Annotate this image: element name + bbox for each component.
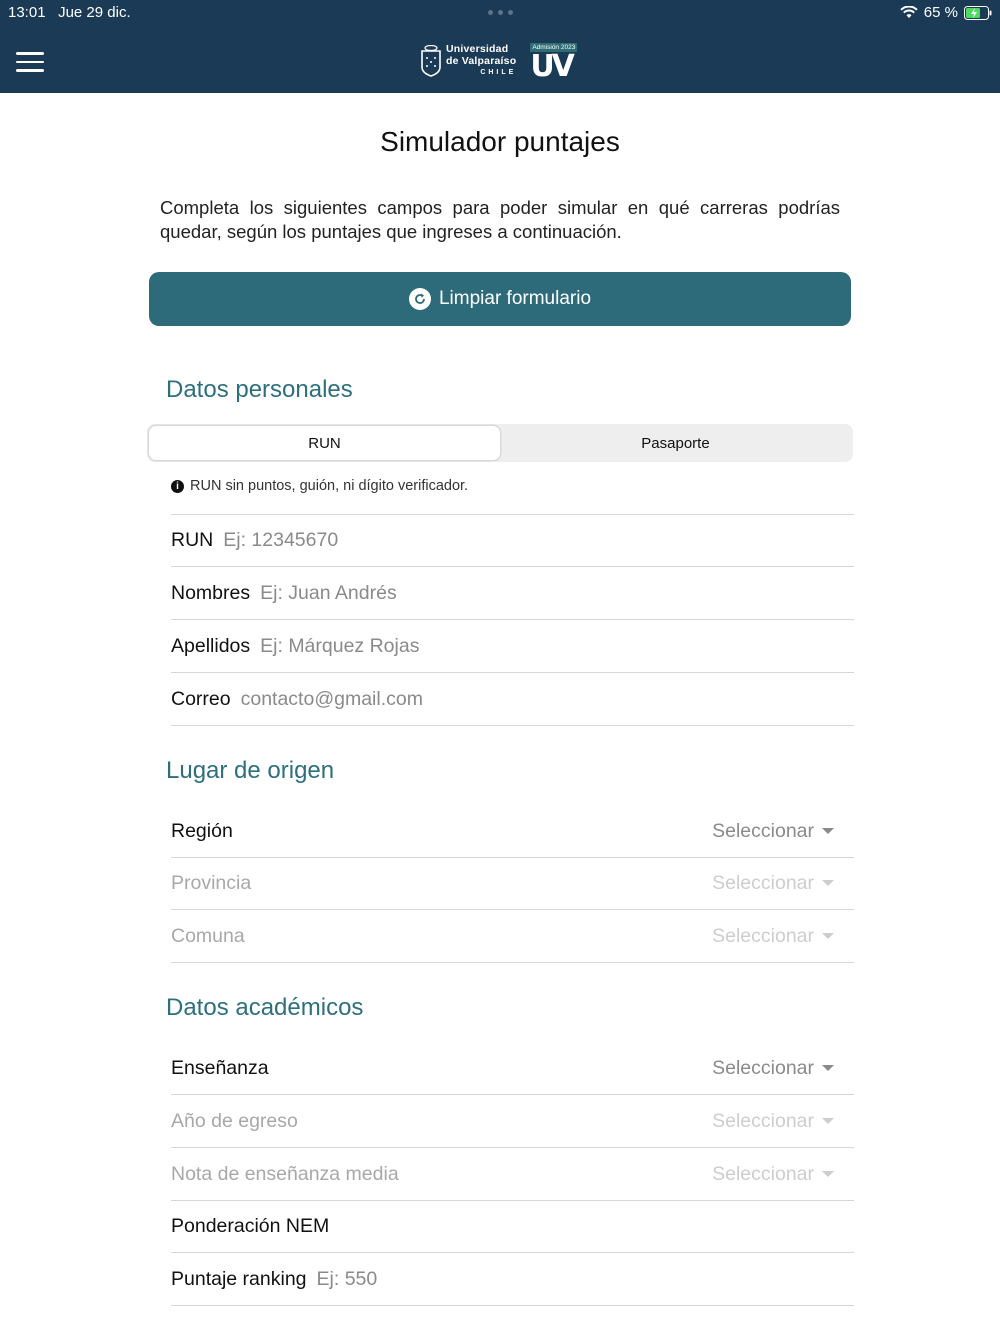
- info-icon: i: [171, 480, 184, 493]
- nem-grade-row: [171, 1148, 854, 1201]
- document-type-segmented: [147, 424, 853, 462]
- graduation-year-label: Año de egreso: [171, 1109, 298, 1132]
- email-input[interactable]: [241, 688, 854, 711]
- run-hint-text: RUN sin puntos, guión, ni dígito verificador.: [190, 478, 469, 494]
- province-select-value: Seleccionar: [712, 871, 814, 894]
- email-label: Correo: [171, 687, 231, 710]
- graduation-year-select: [712, 1110, 834, 1133]
- teaching-select[interactable]: [712, 1057, 834, 1080]
- names-input[interactable]: [260, 582, 854, 605]
- teaching-select-value: Seleccionar: [712, 1056, 814, 1079]
- run-hint: [171, 478, 468, 494]
- section-title-academic: Datos académicos: [166, 994, 364, 1021]
- wifi-icon: [900, 6, 918, 19]
- province-label: Provincia: [171, 871, 252, 894]
- clear-form-button[interactable]: [149, 272, 851, 326]
- logo-line1: Universidad: [446, 43, 509, 55]
- run-label: RUN: [171, 529, 214, 551]
- names-row: [171, 567, 854, 620]
- uv-logo: [530, 43, 582, 84]
- teaching-label: Enseñanza: [171, 1056, 269, 1079]
- battery-icon: [964, 6, 992, 20]
- caret-down-icon: [822, 1118, 834, 1124]
- tab-run[interactable]: RUN: [149, 426, 500, 460]
- section-title-origin: Lugar de origen: [166, 757, 335, 784]
- surnames-label: Apellidos: [171, 634, 251, 657]
- province-row: [171, 857, 854, 910]
- tab-passport[interactable]: Pasaporte: [641, 434, 710, 452]
- uv-letters: UV: [530, 49, 572, 84]
- status-clock: 13:01: [8, 4, 46, 21]
- commune-select-value: Seleccionar: [712, 924, 814, 947]
- page-title: Simulador puntajes: [380, 126, 620, 157]
- nem-weighting-label: Ponderación NEM: [171, 1214, 330, 1237]
- teaching-row[interactable]: [171, 1042, 854, 1095]
- logo-text: [446, 43, 516, 79]
- nem-grade-select: [712, 1163, 834, 1186]
- caret-down-icon: [822, 1171, 834, 1177]
- names-label: Nombres: [171, 581, 251, 604]
- admission-tag: Admisión 2023: [532, 44, 576, 51]
- ranking-score-row: [171, 1253, 854, 1306]
- commune-row: [171, 910, 854, 963]
- caret-down-icon: [822, 828, 834, 834]
- region-select-value: Seleccionar: [712, 819, 814, 842]
- region-select[interactable]: [712, 820, 834, 843]
- status-time: [8, 4, 131, 21]
- run-input[interactable]: [223, 529, 854, 552]
- commune-select: [712, 925, 834, 948]
- caret-down-icon: [822, 933, 834, 939]
- shield-icon: [420, 45, 442, 77]
- nem-grade-select-value: Seleccionar: [712, 1162, 814, 1185]
- logo-line3: CHILE: [480, 69, 517, 76]
- top-header: [0, 0, 1000, 93]
- status-date: Jue 29 dic.: [58, 4, 131, 21]
- hamburger-menu-button[interactable]: [16, 52, 44, 74]
- ranking-score-label: Puntaje ranking: [171, 1267, 307, 1290]
- logo-line2: de Valparaíso: [446, 55, 517, 67]
- caret-down-icon: [822, 1065, 834, 1071]
- refresh-icon: [409, 288, 431, 310]
- graduation-year-row: [171, 1095, 854, 1148]
- battery-percent: 65 %: [923, 4, 958, 21]
- nem-weighting-row: [171, 1200, 854, 1253]
- nem-grade-label: Nota de enseñanza media: [171, 1162, 399, 1185]
- region-row[interactable]: [171, 805, 854, 858]
- province-select: [712, 872, 834, 895]
- graduation-year-select-value: Seleccionar: [712, 1109, 814, 1132]
- run-row: [171, 514, 854, 567]
- status-right: [900, 4, 992, 21]
- intro-text: Completa los siguientes campos para poder simular en qué carreras podrías quedar, según los puntajes que ingreses a continuación.: [160, 197, 840, 242]
- clear-form-label: Limpiar formulario: [438, 288, 592, 309]
- ranking-score-input[interactable]: [317, 1268, 854, 1291]
- surnames-row: [171, 620, 854, 673]
- caret-down-icon: [822, 880, 834, 886]
- commune-label: Comuna: [171, 924, 245, 947]
- email-row: [171, 673, 854, 726]
- surnames-input[interactable]: [260, 635, 854, 658]
- multitasking-dots[interactable]: [488, 10, 514, 14]
- region-label: Región: [171, 819, 233, 842]
- section-title-personal: Datos personales: [166, 376, 353, 403]
- university-logo: [420, 40, 582, 82]
